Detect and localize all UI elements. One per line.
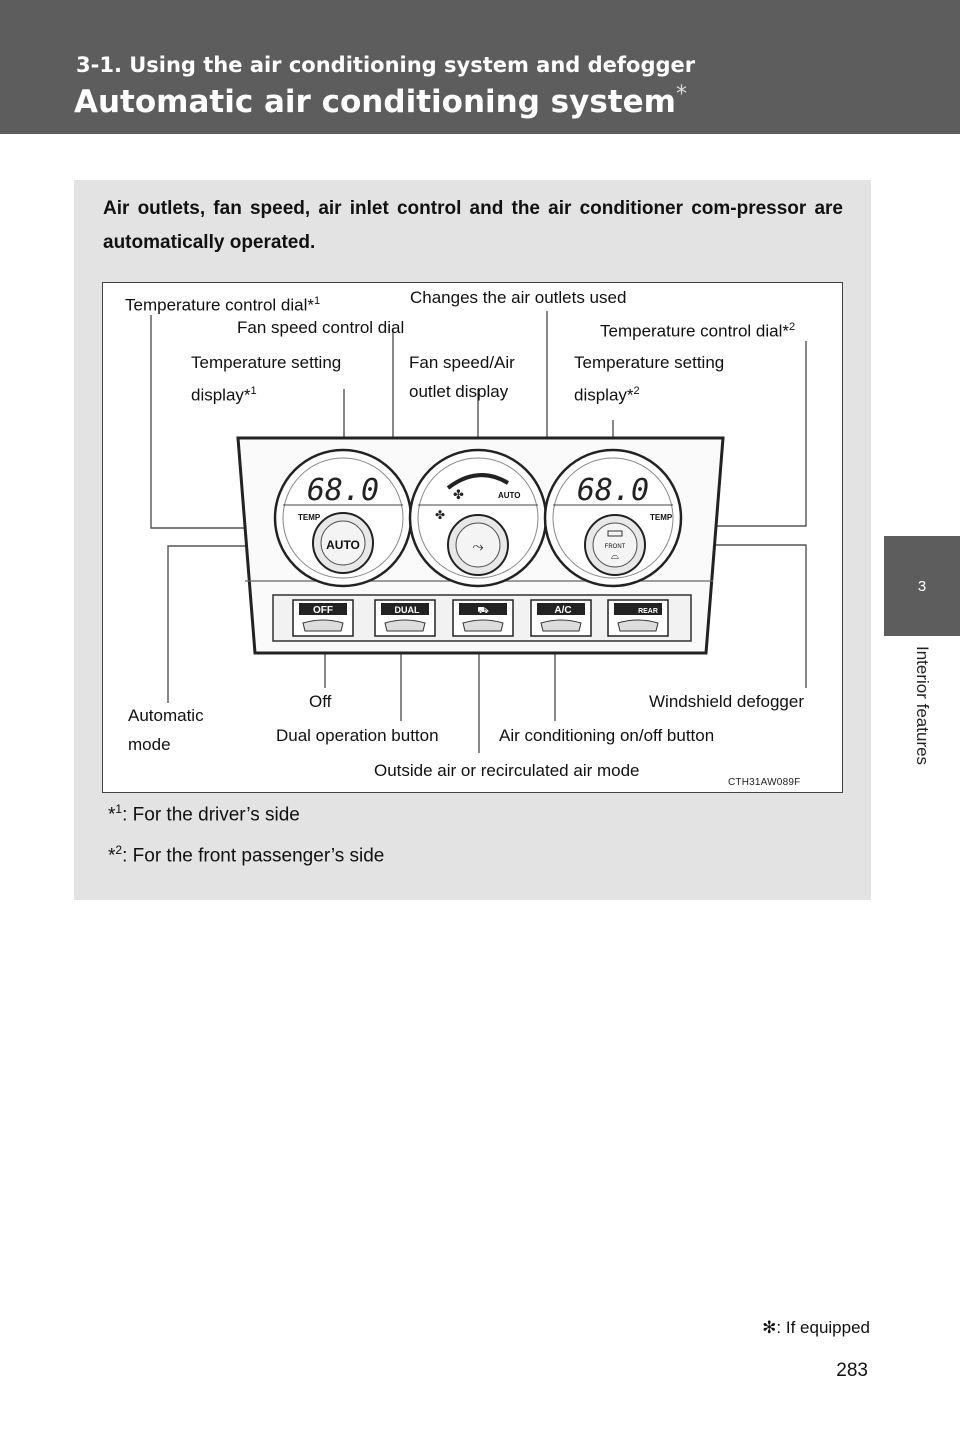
control-panel-figure — [102, 282, 843, 793]
front-label: FRONT — [604, 544, 626, 550]
windshield-defog-icon: ⌓ — [611, 551, 619, 562]
svg-text:A/C: A/C — [554, 605, 572, 616]
label-windshield: Windshield defogger — [649, 692, 804, 711]
asterisk-icon: ✻ — [762, 1318, 777, 1337]
off-button — [293, 600, 353, 636]
button-row — [273, 595, 691, 641]
footnote-2: *$^2$: For the front passenger’s side — [108, 843, 385, 867]
air-outlet-icon: ⤳ — [472, 539, 484, 555]
fan-dial-center — [410, 450, 546, 586]
label-outside-air: Outside air or recirculated air mode — [374, 761, 640, 780]
fan-icon-small: ✤ — [435, 508, 446, 522]
footnote-1: *$^1$: For the driver’s side — [108, 802, 300, 826]
label-temp-display-2: Temperature setting display*$^2$ — [574, 353, 725, 405]
intro-text: Air outlets, fan speed, air inlet control and the air conditioner com-pressor are automatically operated. — [103, 198, 843, 253]
fan-icon: ✤ — [453, 488, 464, 503]
label-ac-button: Air conditioning on/off button — [499, 726, 715, 745]
temp-dial-left — [275, 450, 411, 586]
ac-button — [531, 600, 591, 636]
page-number: 283 — [836, 1360, 868, 1381]
page-header — [0, 0, 960, 134]
section-title: 3-1. Using the air conditioning system and defogger — [76, 53, 696, 77]
page-title — [74, 84, 687, 120]
page-title-text: Automatic air conditioning system — [74, 84, 676, 120]
if-equipped-note: ✻: If equipped — [762, 1318, 870, 1337]
label-temp-dial-1: Temperature control dial*$^1$ — [125, 295, 321, 315]
svg-text:DUAL: DUAL — [394, 605, 420, 615]
auto-button-label: AUTO — [326, 538, 360, 552]
recirculation-button — [453, 600, 513, 636]
label-off: Off — [309, 692, 332, 711]
if-equipped-star: * — [675, 82, 687, 107]
svg-text:OFF: OFF — [313, 605, 333, 616]
chapter-tab-label-text: Interior features — [913, 646, 932, 766]
label-temp-dial-2: Temperature control dial*$^2$ — [600, 321, 796, 341]
dual-button — [375, 600, 435, 636]
label-changes-outlets: Changes the air outlets used — [410, 288, 627, 307]
temp-label-left: TEMP — [298, 513, 321, 522]
car-recirc-icon: ⛟ — [477, 606, 489, 616]
figure-code: CTH31AW089F — [728, 777, 801, 788]
rear-defog-button — [608, 600, 668, 636]
temp-readout-left: 68.0 — [306, 473, 380, 508]
chapter-tab-label — [884, 640, 960, 810]
temp-dial-right — [545, 450, 681, 586]
label-fan-speed-dial: Fan speed control dial — [237, 318, 405, 337]
label-auto-mode: Automatic mode — [128, 706, 204, 754]
display-auto-label: AUTO — [498, 491, 521, 500]
label-temp-display-1: Temperature setting display*$^1$ — [191, 353, 342, 405]
temp-label-right: TEMP — [650, 513, 673, 522]
label-dual: Dual operation button — [276, 726, 439, 745]
label-fan-display: Fan speed/Air outlet display — [409, 353, 515, 401]
chapter-tab-number: 3 — [884, 536, 960, 636]
temp-readout-right: 68.0 — [576, 473, 650, 508]
svg-text:REAR: REAR — [638, 608, 658, 615]
